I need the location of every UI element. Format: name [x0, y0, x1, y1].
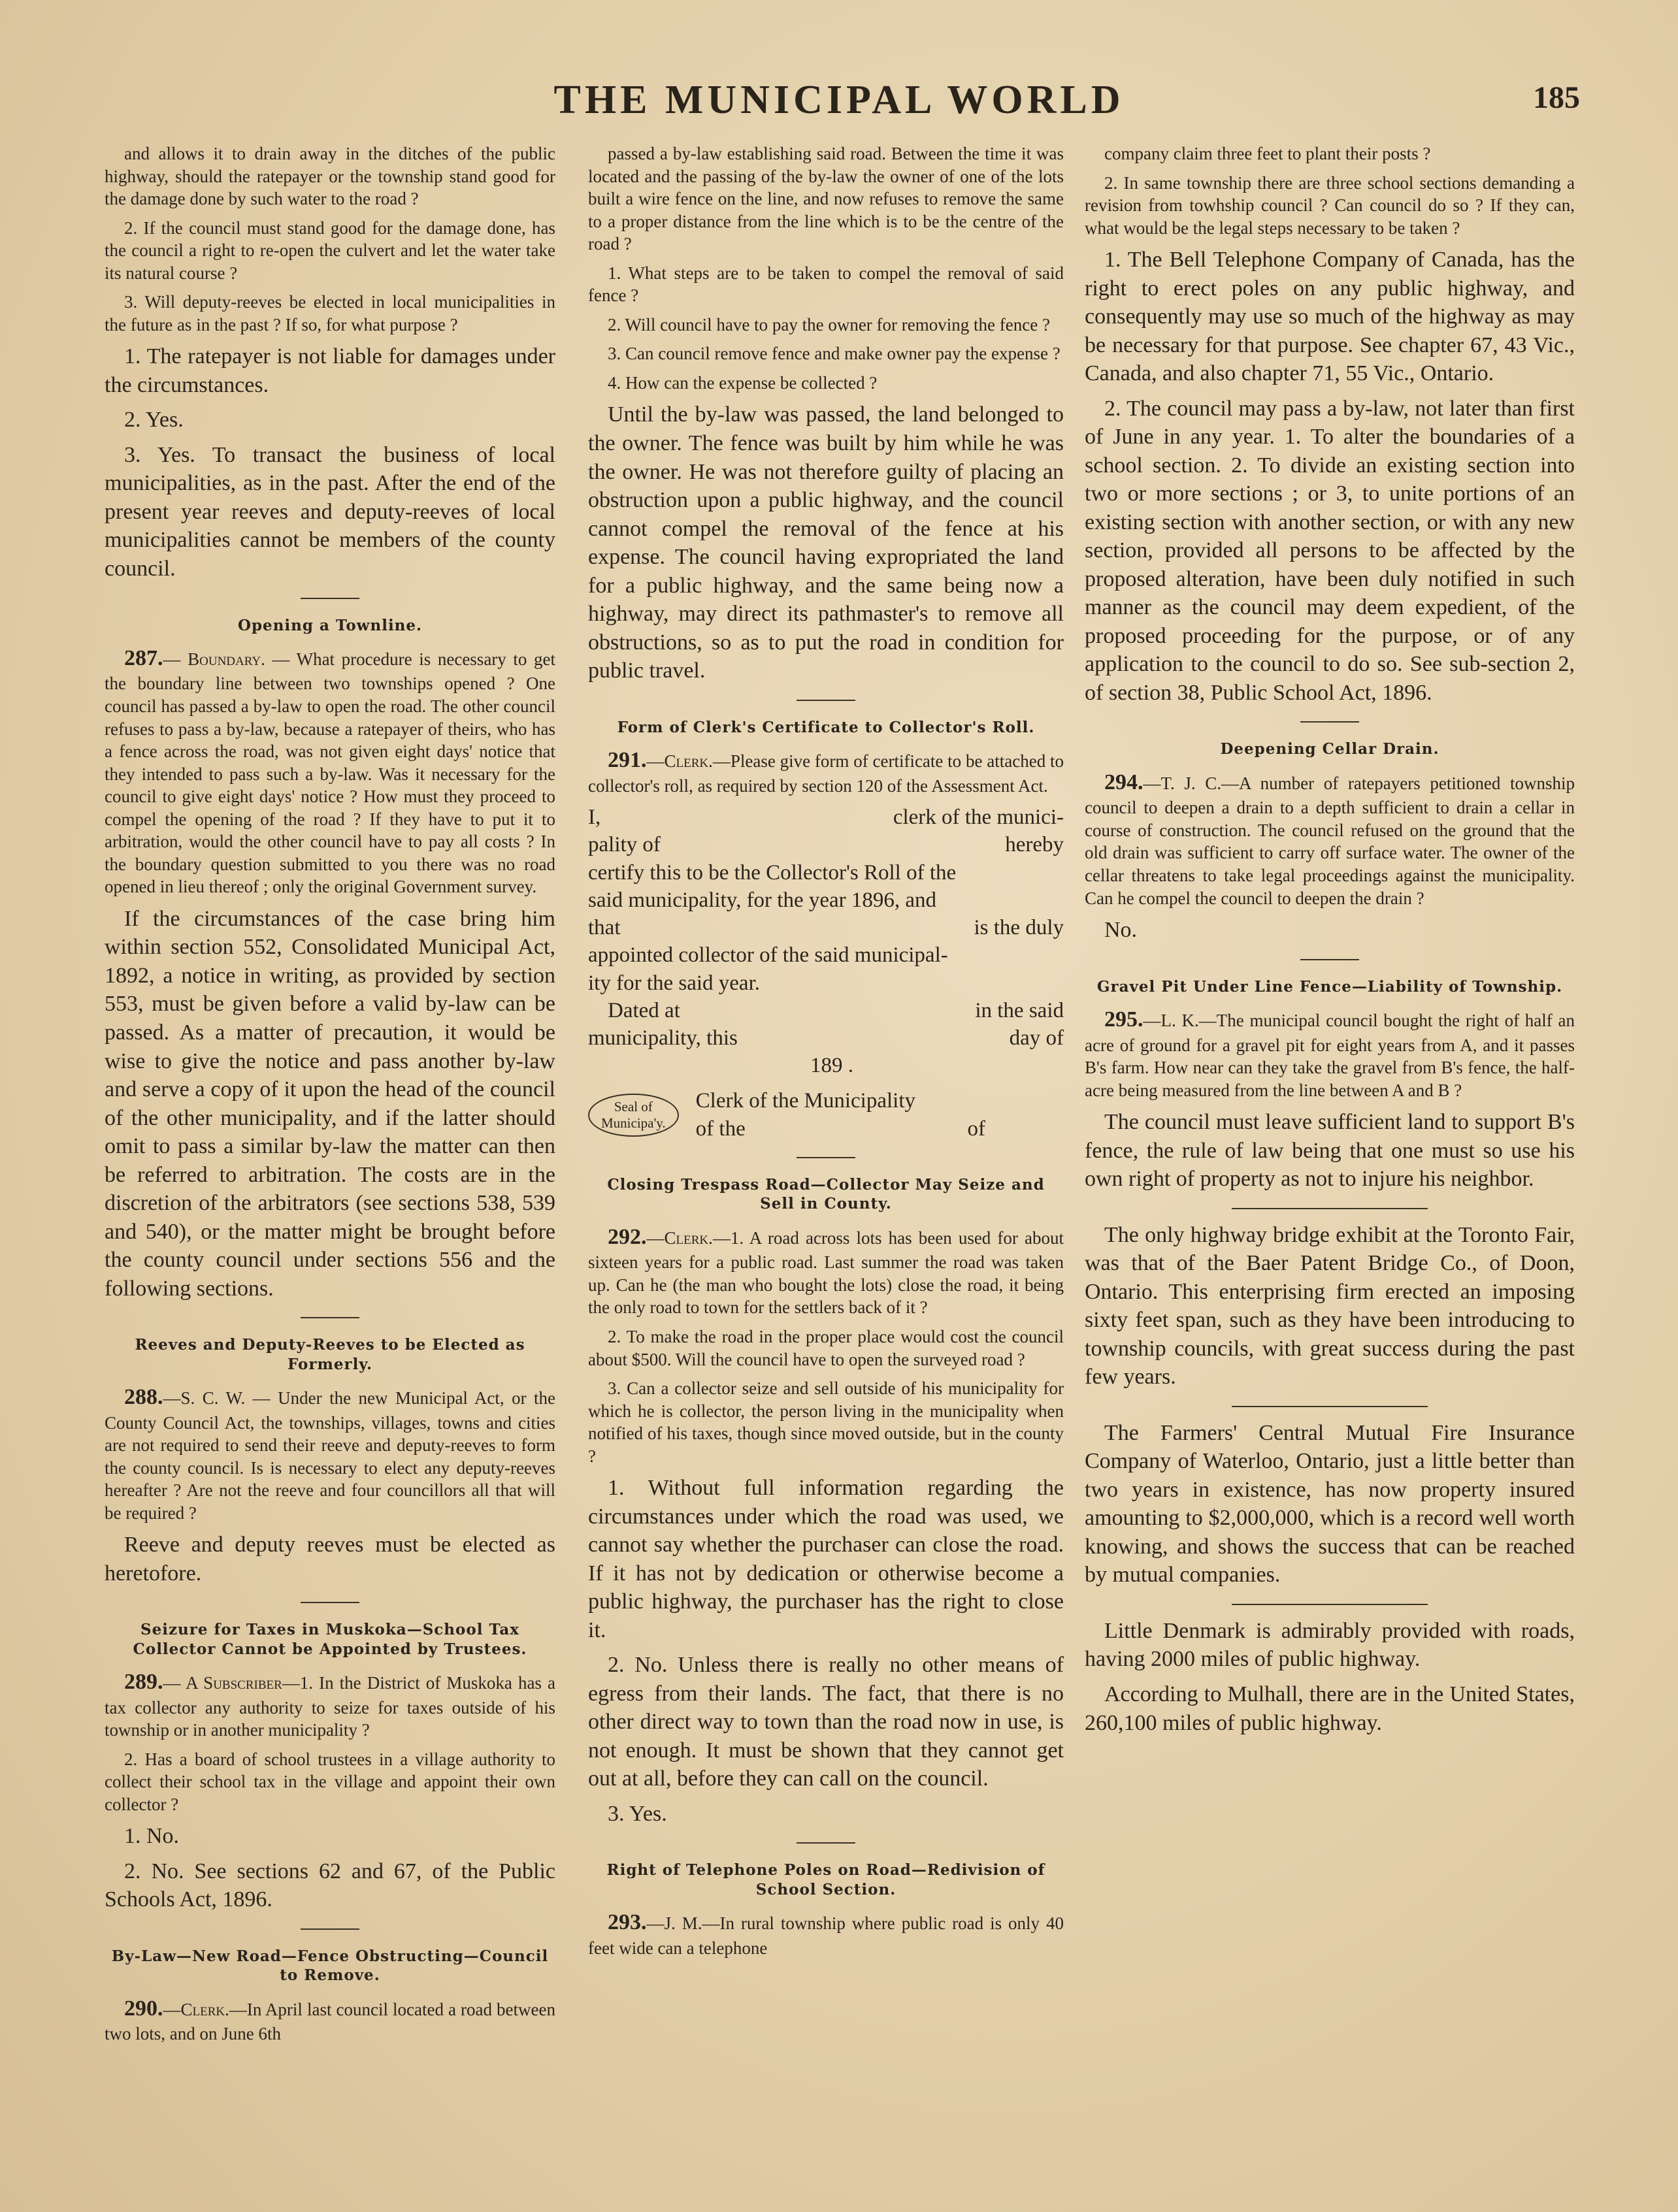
question-293	[588, 1908, 1064, 1959]
form-text: of	[967, 1116, 985, 1141]
section-heading: Right of Telephone Poles on Road—Redivision of School Section.	[606, 1861, 1045, 1898]
question-number: 287.	[124, 645, 163, 670]
section-divider	[301, 1928, 359, 1930]
answer-text: 1. The ratepayer is not liable for damages under the circumstances.	[105, 344, 555, 397]
question-288	[105, 1383, 555, 1524]
section-divider	[797, 1157, 855, 1158]
question-number: 295.	[1104, 1007, 1143, 1032]
section-divider	[797, 1842, 855, 1844]
form-text: ity for the said year.	[588, 971, 761, 995]
column-1	[105, 142, 555, 2161]
form-text: in the said	[975, 998, 1064, 1022]
section-heading: Reeves and Deputy-Reeves to be Elected as Formerly.	[135, 1336, 525, 1373]
section-heading: Closing Trespass Road—Collector May Seize and Sell in County.	[607, 1175, 1045, 1213]
form-text: pality of	[588, 833, 661, 857]
question-291	[588, 746, 1064, 797]
question-text: Please give form of certificate to be attached to collector's roll, as required by section 120 of the Assessment Act.	[588, 751, 1064, 796]
answer-text: 2. Yes.	[124, 408, 184, 432]
section-divider	[1232, 1604, 1428, 1605]
question-text: 2. Has a board of school trustees in a village authority to collect their school tax in the village and appoint their own collector ?	[105, 1749, 555, 1814]
answer-text: Reeve and deputy reeves must be elected as heretofore.	[105, 1533, 555, 1586]
answer-text: 1. The Bell Telephone Company of Canada, has the right to erect poles on any public highway, and consequently may use so much of the highway as may be necessary for that purpose. See chapter 67, 43 Vic., Canada, and also chapter 71, 55 Vic., Ontario.	[1085, 248, 1575, 386]
section-divider	[1232, 1208, 1428, 1209]
news-item: According to Mulhall, there are in the United States, 260,100 miles of public highway.	[1085, 1682, 1575, 1735]
section-divider	[1300, 959, 1359, 960]
form-text: municipality, this	[588, 1026, 738, 1050]
question-author: — Boundary. —	[163, 649, 290, 669]
question-author: —T. J. C.—	[1143, 773, 1239, 793]
answer-text: 1. Without full information regarding the circumstances under which the road was used, we cannot say whether the purchaser can close the road. If it has not by dedication or otherwise become a public highway, the purchaser has the right to close it.	[588, 1476, 1064, 1642]
question-290	[105, 1994, 555, 2045]
form-text: Clerk of the Municipality	[695, 1089, 916, 1113]
form-text: I,	[588, 805, 601, 830]
answer-text: 3. Yes. To transact the business of local municipalities, as in the past. After the end of the present year reeves and deputy-reeves of local municipalities cannot be members of the county council.	[105, 442, 555, 581]
form-text: day of	[1009, 1026, 1064, 1050]
answer-text: If the circumstances of the case bring him within section 552, Consolidated Municipal Act, 1892, a notice in writing, as provided by section 553, must be given before a valid by-law can be passed. As a matter of precaution, it would be wise to give the notice and pass another by-law and serve a copy of it upon the head of the council of the other municipality, and if the latter should omit to pass a similar by-law the matter can then be referred to arbitration. The costs are in the discretion of the arbitrators (see sections 538, 539 and 540), or the matter might be brought before the county council under sections 556 and the following sections.	[105, 906, 555, 1301]
section-divider	[301, 1602, 359, 1603]
column-2	[588, 142, 1064, 2161]
masthead	[0, 77, 1678, 129]
question-294	[1085, 768, 1575, 909]
form-text: hereby	[1005, 833, 1064, 857]
question-text: 1. In the District of Muskoka has a tax collector any authority to seize for taxes outside of his township or in another municipality ?	[105, 1673, 555, 1740]
answer-text: 2. The council may pass a by-law, not later than first of June in any year. 1. To alter the boundaries of a school section. 2. To divide an existing section into two or more sections ; or 3, to unite portions of an existing section with another section, or with any new section, provided all persons to be affected by the proposed alteration, have been duly notified in such manner as the council may deem expedient, of the proposed proceeding for the purpose, or of any application to the council to do so. See sub-section 2, of section 38, Public School Act, 1896.	[1085, 396, 1575, 705]
question-number: 291.	[608, 748, 647, 773]
news-item: The only highway bridge exhibit at the Toronto Fair, was that of the Baer Patent Bridge Co., of Doon, Ontario. This enterprising firm erected an imposing sixty feet span, such as they have been introducing to township councils, with great success during the past few years.	[1085, 1222, 1575, 1390]
question-author: —Clerk.—	[646, 751, 731, 772]
section-divider	[301, 1317, 359, 1318]
question-author: —Clerk.—	[163, 1999, 247, 2019]
question-text: 3. Can a collector seize and sell outside of his municipality for which he is collector, the person living in the municipality when notified of his taxes, though since moved outside, but in the county ?	[588, 1378, 1064, 1466]
news-item: Little Denmark is admirably provided with roads, having 2000 miles of public highway.	[1085, 1618, 1575, 1672]
publication-title: THE MUNICIPAL WORLD	[553, 78, 1125, 122]
section-heading: By-Law—New Road—Fence Obstructing—Council to Remove.	[111, 1947, 549, 1985]
section-heading: Gravel Pit Under Line Fence—Liability of Township.	[1096, 977, 1563, 996]
section-divider	[1232, 1406, 1428, 1407]
question-text: company claim three feet to plant their posts ?	[1104, 144, 1431, 163]
question-287	[105, 644, 555, 898]
question-text: 2. Will council have to pay the owner for removing the fence ?	[608, 314, 1050, 334]
question-text: 3. Will deputy-reeves be elected in local municipalities in the future as in the past ? If so, for what purpose ?	[105, 292, 555, 334]
question-text: 2. If the council must stand good for the damage done, has the council a right to re-open the culvert and let the water take its natural course ?	[105, 218, 555, 283]
form-text: clerk of the munici-	[893, 805, 1064, 830]
question-author: —S. C. W. —	[163, 1388, 271, 1408]
question-289	[105, 1668, 555, 1742]
answer-text: 2. No. Unless there is really no other means of egress from their lands. The fact, that there is no other direct way to town than the road now in use, is not enough. It must be shown that they cannot get out at all, before they can call on the council.	[588, 1653, 1064, 1791]
section-heading: Opening a Townline.	[237, 616, 423, 634]
question-number: 292.	[608, 1224, 647, 1249]
section-divider	[797, 700, 855, 701]
question-text: In April last council located a road between two lots, and on June 6th	[105, 1999, 555, 2044]
answer-text: 2. No. See sections 62 and 67, of the Public Schools Act, 1896.	[105, 1859, 555, 1912]
question-text: passed a by-law establishing said road. Between the time it was located and the passing of the by-law the owner of one of the lots built a wire fence on the line, and now refuses to remove the same to a proper distance from the line which is to be the centre of the road ?	[588, 144, 1064, 254]
question-author: —L. K.—	[1143, 1011, 1217, 1031]
question-text: 2. In same township there are three school sections demanding a revision from towhship council ? Can council do so ? If they can, what would be the legal steps necessary to be taken ?	[1085, 172, 1575, 238]
question-number: 294.	[1104, 770, 1143, 794]
question-number: 293.	[608, 1910, 647, 1935]
question-number: 289.	[124, 1670, 163, 1695]
question-author: — A Subscriber—	[163, 1673, 300, 1693]
form-text: Dated at	[608, 998, 680, 1022]
section-heading: Deepening Cellar Drain.	[1220, 740, 1439, 758]
question-author: —Clerk.—	[646, 1228, 731, 1248]
column-3	[1085, 142, 1575, 2161]
answer-text: 1. No.	[124, 1824, 180, 1849]
question-author: —J. M.—	[646, 1913, 720, 1934]
question-text: 1. A road across lots has been used for about sixteen years for a public road. Last summer the road was taken up. Can he (the man who bought the lots) close the road, it being the only road to town for the settlers back of it ?	[588, 1228, 1064, 1318]
section-heading: Form of Clerk's Certificate to Collector's Roll.	[617, 718, 1035, 736]
form-text: said municipality, for the year 1896, and	[588, 888, 937, 912]
form-text: certify this to be the Collector's Roll of the	[588, 860, 957, 885]
question-number: 288.	[124, 1385, 163, 1410]
seal-text: Municipa'y.	[601, 1114, 666, 1131]
form-text: appointed collector of the said municipal-	[588, 943, 948, 968]
seal-block	[588, 1087, 1064, 1142]
question-text: The municipal council bought the right of half an acre of ground for a gravel pit for eight years from A, and it passes B's farm. How near can they take the gravel from B's fence, the half-acre being measured from the line between A and B ?	[1085, 1011, 1575, 1100]
section-divider	[301, 598, 359, 599]
question-295	[1085, 1005, 1575, 1101]
page-number: 185	[1533, 80, 1580, 115]
question-text: 4. How can the expense be collected ?	[608, 372, 878, 393]
section-heading: Seizure for Taxes in Muskoka—School Tax Collector Cannot be Appointed by Trustees.	[133, 1621, 527, 1658]
form-text: is the duly	[974, 916, 1064, 940]
question-text: In rural township where public road is only 40 feet wide can a telephone	[588, 1913, 1064, 1958]
seal-text: Seal of	[614, 1098, 653, 1114]
answer-text: Until the by-law was passed, the land belonged to the owner. The fence was built by him while he was the owner. He was not therefore guilty of placing an obstruction upon a public highway, and the council cannot compel the removal of the fence at his expense. The council having expropriated the land for a public highway, and the same being now a highway, may direct its pathmaster's to remove all obstructions, so as to put the road in condition for public travel.	[588, 402, 1064, 683]
answer-text: 3. Yes.	[608, 1801, 667, 1826]
form-text: that	[588, 916, 621, 940]
question-text: and allows it to drain away in the ditches of the public highway, should the ratepayer or the township stand good for the damage done by such water to the road ?	[105, 144, 555, 209]
question-text: Under the new Municipal Act, or the County Council Act, the townships, villages, towns and cities are not required to send their reeve and deputy-reeves to form the county council. Is is necessary to elect any deputy-reeves hereafter ? Are not the reeve and four councillors all that will be required ?	[105, 1388, 555, 1523]
question-text: What procedure is necessary to get the boundary line between two townships opened ? One council has passed a by-law to open the road. The other council refuses to pass a by-law, because a ratepayer of theirs, who has a fence across the road, was not given eight days' notice that they intended to pass such a by-law. Was it necessary for the council to give eight days' notice ? How must they proceed to compel the opening of the road ? If they have to put it to arbitration, would the other council have to pay all costs ? In the boundary question submitted to you there was no road opened in lieu thereof ; only the original Government survey.	[105, 649, 555, 897]
question-text: 2. To make the road in the proper place would cost the council about $500. Will the council have to open the surveyed road ?	[588, 1326, 1064, 1369]
seal-icon	[588, 1094, 679, 1137]
section-divider	[1300, 721, 1359, 723]
answer-text: The council must leave sufficient land to support B's fence, the rule of law being that one must so use his own right of property as not to injure his neighbor.	[1085, 1110, 1575, 1192]
form-text: 189 .	[810, 1054, 853, 1078]
question-text: 3. Can council remove fence and make owner pay the expense ?	[608, 344, 1061, 364]
answer-text: No.	[1104, 918, 1138, 943]
question-number: 290.	[124, 1996, 163, 2021]
question-292	[588, 1223, 1064, 1319]
certificate-form	[588, 804, 1064, 1143]
question-text: A number of ratepayers petitioned township council to deepen a drain to a depth sufficient to drain a cellar in course of construction. The council refused on the ground that the old drain was sufficient to carry off surface water. The owner of the cellar threatens to take legal proceedings against the municipality. Can he compel the council to deepen the drain ?	[1085, 773, 1575, 908]
form-text: of the	[695, 1116, 746, 1141]
question-text: 1. What steps are to be taken to compel the removal of said fence ?	[588, 263, 1064, 306]
news-item: The Farmers' Central Mutual Fire Insurance Company of Waterloo, Ontario, just a little better than two years in existence, has now property insured amounting to $2,000,000, which is a record well worth knowing, and shows the success that can be reached by mutual companies.	[1085, 1420, 1575, 1587]
